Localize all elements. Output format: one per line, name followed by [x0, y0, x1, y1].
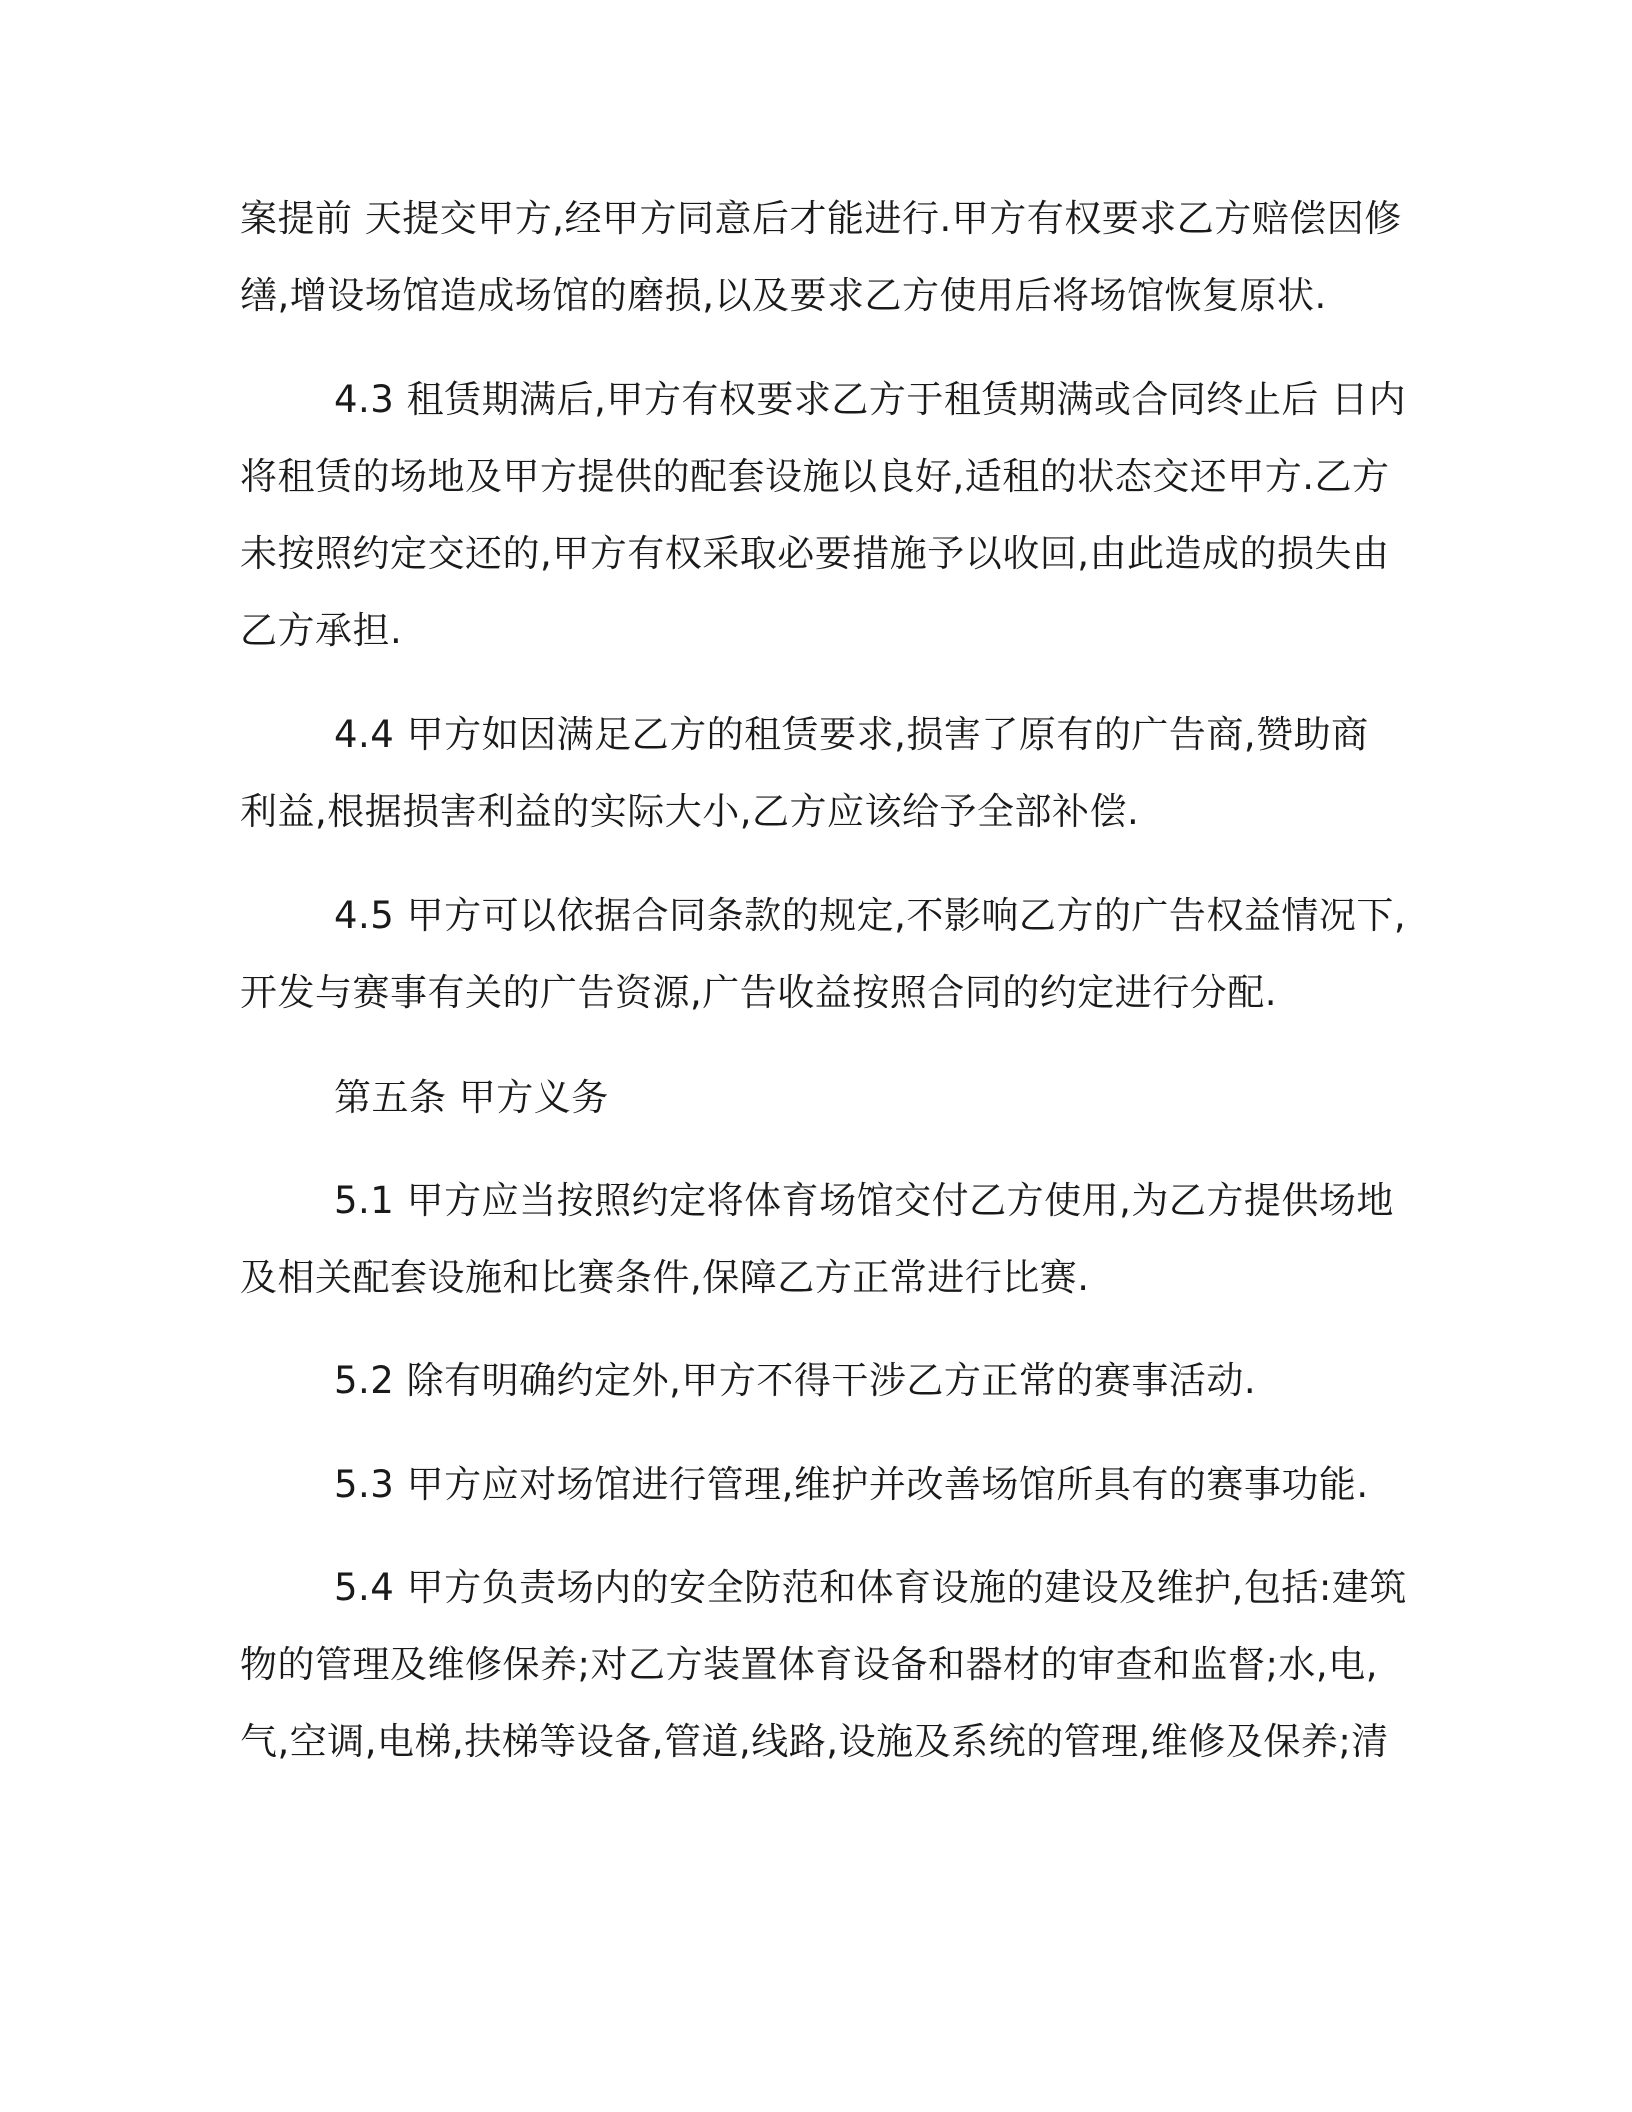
text-line: 物的管理及维修保养;对乙方装置体育设备和器材的审查和监督;水,电, — [240, 1643, 1378, 1686]
text-line: 未按照约定交还的,甲方有权采取必要措施予以收回,由此造成的损失由 — [240, 532, 1390, 575]
clause-5-3 — [240, 1446, 1400, 1523]
text-line: 5.4 甲方负责场内的安全防范和体育设施的建设及维护,包括:建筑 — [334, 1566, 1407, 1609]
clause-4-3 — [240, 361, 1407, 669]
text-line: 及相关配套设施和比赛条件,保障乙方正常进行比赛. — [240, 1256, 1090, 1299]
article-5-heading — [240, 1059, 1400, 1136]
text-line: 将租赁的场地及甲方提供的配套设施以良好,适租的状态交还甲方.乙方 — [240, 455, 1390, 498]
clause-5-2 — [240, 1342, 1400, 1419]
text-line: 4.5 甲方可以依据合同条款的规定,不影响乙方的广告权益情况下, — [334, 894, 1407, 937]
section-heading: 第五条 甲方义务 — [334, 1076, 609, 1119]
text-line: 乙方承担. — [240, 609, 403, 652]
text-line: 5.2 除有明确约定外,甲方不得干涉乙方正常的赛事活动. — [334, 1359, 1257, 1402]
clause-4-5 — [240, 877, 1407, 1031]
text-line: 4.4 甲方如因满足乙方的租赁要求,损害了原有的广告商,赞助商 — [334, 713, 1369, 756]
text-line: 气,空调,电梯,扶梯等设备,管道,线路,设施及系统的管理,维修及保养;清 — [240, 1720, 1389, 1763]
text-line: 案提前 天提交甲方,经甲方同意后才能进行.甲方有权要求乙方赔偿因修 — [240, 197, 1402, 240]
text-line: 利益,根据损害利益的实际大小,乙方应该给予全部补偿. — [240, 790, 1140, 833]
text-line: 缮,增设场馆造成场馆的磨损,以及要求乙方使用后将场馆恢复原状. — [240, 274, 1327, 317]
text-line: 5.3 甲方应对场馆进行管理,维护并改善场馆所具有的赛事功能. — [334, 1463, 1369, 1506]
clause-4-4 — [240, 696, 1400, 850]
text-line: 开发与赛事有关的广告资源,广告收益按照合同的约定进行分配. — [240, 971, 1278, 1014]
clause-5-4 — [240, 1549, 1407, 1780]
paragraph-repair-continuation — [240, 180, 1400, 334]
clause-5-1 — [240, 1162, 1400, 1316]
text-line: 5.1 甲方应当按照约定将体育场馆交付乙方使用,为乙方提供场地 — [334, 1179, 1394, 1222]
text-line: 4.3 租赁期满后,甲方有权要求乙方于租赁期满或合同终止后 日内 — [334, 378, 1407, 421]
